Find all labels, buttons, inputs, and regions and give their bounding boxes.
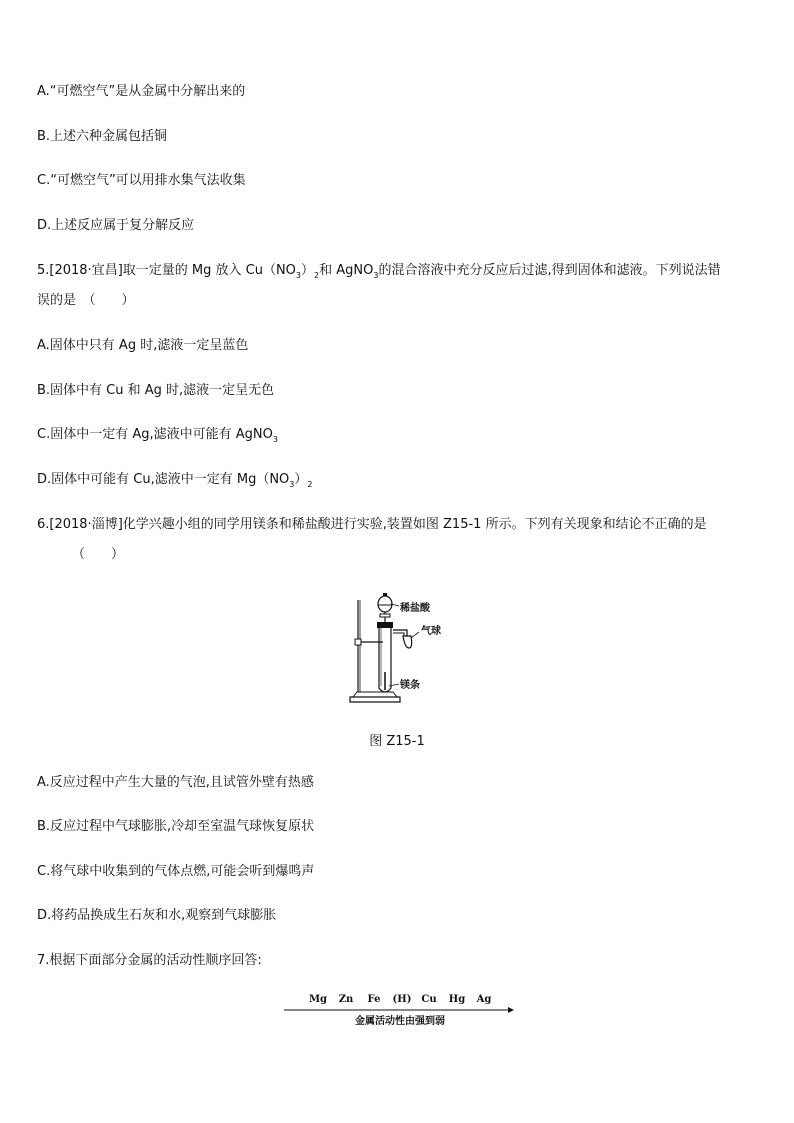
q7-stem: 7.根据下面部分金属的活动性顺序回答:: [37, 953, 262, 968]
metal-mg: Mg: [308, 994, 328, 1005]
q6-stem-line2: （ ）: [72, 547, 125, 562]
stopper: [377, 622, 393, 628]
metal-zn: Zn: [338, 994, 354, 1005]
q5-option-b: B.固体中有 Cu 和 Ag 时,滤液一定呈无色: [37, 383, 275, 398]
figure-caption: 图 Z15-1: [369, 734, 425, 749]
q5-option-c: [37, 427, 278, 444]
activity-series: [280, 990, 520, 1030]
q5-option-d-text: D.固体中可能有 Cu,滤液中一定有 Mg（NO: [37, 472, 290, 487]
metal-h: (H): [392, 994, 412, 1005]
q5-stem-part: ）: [301, 263, 315, 278]
q6-option-a: A.反应过程中产生大量的气泡,且试管外壁有热感: [37, 775, 314, 790]
series-arrow-label: 金属活动性由强到弱: [355, 1016, 445, 1027]
funnel-bulb: [378, 596, 392, 612]
q4-option-d: D.上述反应属于复分解反应: [37, 218, 195, 233]
subscript: 3: [295, 271, 301, 280]
q5-stem-part: 5.[2018·宜昌]取一定量的 Mg 放入 Cu（NO: [37, 263, 296, 278]
q5-stem-part: 的混合溶液中充分反应后过滤,得到固体和滤液。下列说法错: [378, 263, 721, 278]
q5-option-c-text: C.固体中一定有 Ag,滤液中可能有 AgNO: [37, 427, 273, 442]
q5-stem-line2: 误的是 （ ）: [37, 293, 135, 308]
q5-option-d: [37, 472, 313, 489]
label-balloon: 气球: [421, 626, 441, 637]
q6-option-c: C.将气球中收集到的气体点燃,可能会听到爆鸣声: [37, 864, 315, 879]
q5-option-d-text: ）: [294, 472, 308, 487]
series-arrow-head: [508, 1007, 514, 1013]
label-acid: 稀盐酸: [400, 603, 430, 614]
q4-option-c: C.“可燃空气”可以用排水集气法收集: [37, 173, 246, 188]
q6-option-d: D.将药品换成生石灰和水,观察到气球膨胀: [37, 908, 277, 923]
q5-stem: [37, 263, 721, 280]
stand-base: [350, 697, 400, 702]
balloon: [403, 636, 412, 648]
subscript: 2: [314, 271, 320, 280]
q6-stem: 6.[2018·淄博]化学兴趣小组的同学用镁条和稀盐酸进行实验,装置如图 Z15-1 所示。下列有关现象和结论不正确的是: [37, 517, 707, 532]
metal-fe: Fe: [367, 994, 381, 1005]
subscript: 3: [289, 480, 295, 489]
metal-hg: Hg: [448, 994, 466, 1005]
q5-stem-part: 和 AgNO: [319, 263, 374, 278]
metal-ag: Ag: [476, 994, 492, 1005]
metal-cu: Cu: [421, 994, 437, 1005]
q4-option-a: A.“可燃空气”是从金属中分解出来的: [37, 84, 246, 99]
apparatus-figure: [345, 592, 465, 707]
subscript: 2: [307, 480, 313, 489]
subscript: 3: [373, 271, 379, 280]
q5-option-a: A.固体中只有 Ag 时,滤液一定呈蓝色: [37, 338, 249, 353]
subscript: 3: [272, 435, 278, 444]
label-mg: 镁条: [400, 680, 420, 691]
q6-option-b: B.反应过程中气球膨胀,冷却至室温气球恢复原状: [37, 819, 315, 834]
q4-option-b: B.上述六种金属包括铜: [37, 129, 168, 144]
